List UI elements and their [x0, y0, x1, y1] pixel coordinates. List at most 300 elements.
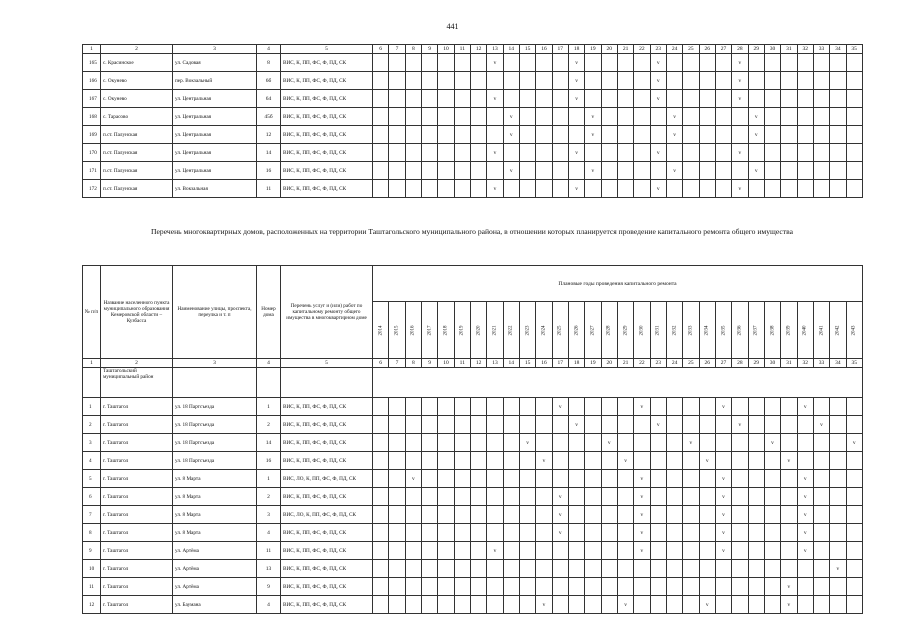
- year-cell: [846, 144, 862, 162]
- planned-mark: v: [650, 144, 666, 162]
- year-cell: [846, 54, 862, 72]
- table-row: [83, 506, 863, 524]
- year-cell: [846, 416, 862, 434]
- planned-mark: v: [715, 524, 731, 542]
- year-label: 2024: [541, 325, 547, 336]
- planned-mark: v: [503, 126, 519, 144]
- row-number: 9: [83, 542, 101, 560]
- year-cell: [797, 108, 813, 126]
- year-cell: [373, 470, 389, 488]
- year-cell: [389, 488, 405, 506]
- year-cell: [421, 144, 437, 162]
- planned-mark: v: [715, 470, 731, 488]
- year-cell: [389, 506, 405, 524]
- row-number: 11: [83, 578, 101, 596]
- year-header: [764, 302, 780, 359]
- year-cell: [781, 126, 797, 144]
- year-cell: [846, 560, 862, 578]
- street-name: ул. 8 Марта: [173, 524, 257, 542]
- year-cell: [764, 90, 780, 108]
- year-cell: [519, 398, 535, 416]
- year-cell: [601, 90, 617, 108]
- planned-mark: v: [601, 434, 617, 452]
- planned-mark: v: [634, 542, 650, 560]
- year-cell: [568, 488, 584, 506]
- year-cell: [617, 434, 633, 452]
- year-cell: [683, 162, 699, 180]
- year-cell: [487, 524, 503, 542]
- year-cell: [715, 90, 731, 108]
- year-cell: [830, 434, 846, 452]
- year-cell: [454, 398, 470, 416]
- year-cell: [666, 452, 682, 470]
- year-cell: [405, 108, 421, 126]
- settlement-name: г. Таштагол: [101, 434, 173, 452]
- year-cell: [715, 560, 731, 578]
- year-cell: [748, 524, 764, 542]
- year-cell: [732, 524, 748, 542]
- year-cell: [519, 488, 535, 506]
- year-cell: [813, 542, 829, 560]
- year-cell: [454, 524, 470, 542]
- street-name: ул. 18 Партсъезда: [173, 434, 257, 452]
- column-number: 13: [487, 359, 503, 368]
- column-number: 21: [617, 45, 633, 54]
- year-cell: [797, 90, 813, 108]
- year-cell: [764, 72, 780, 90]
- year-cell: [813, 162, 829, 180]
- year-label: 2043: [851, 325, 857, 336]
- table-row: [83, 452, 863, 470]
- year-cell: [830, 596, 846, 614]
- year-cell: [683, 126, 699, 144]
- year-cell: [389, 434, 405, 452]
- year-cell: [585, 416, 601, 434]
- year-cell: [666, 524, 682, 542]
- year-cell: [813, 506, 829, 524]
- planned-mark: v: [617, 452, 633, 470]
- year-cell: [601, 596, 617, 614]
- year-cell: [617, 416, 633, 434]
- year-cell: [830, 72, 846, 90]
- year-cell: [405, 434, 421, 452]
- planned-mark: v: [568, 180, 584, 198]
- column-number: 7: [389, 359, 405, 368]
- housing-table: [82, 265, 863, 614]
- year-cell: [421, 126, 437, 144]
- year-cell: [650, 398, 666, 416]
- year-cell: [536, 398, 552, 416]
- year-cell: [389, 416, 405, 434]
- year-cell: [813, 180, 829, 198]
- year-cell: [683, 578, 699, 596]
- planned-mark: v: [585, 162, 601, 180]
- services-list: ВИС, К, ПП, ФС, Ф, ПД, СК: [281, 416, 373, 434]
- year-cell: [536, 416, 552, 434]
- year-cell: [748, 180, 764, 198]
- empty-cell: [173, 368, 257, 398]
- planned-mark: v: [764, 434, 780, 452]
- year-cell: [487, 560, 503, 578]
- column-number: 35: [846, 45, 862, 54]
- year-cell: [634, 54, 650, 72]
- planned-mark: v: [568, 72, 584, 90]
- house-number: 11: [257, 180, 281, 198]
- settlement-name: с. Красинское: [101, 54, 173, 72]
- year-header: [454, 302, 470, 359]
- year-cell: [764, 108, 780, 126]
- year-cell: [683, 506, 699, 524]
- year-cell: [715, 144, 731, 162]
- column-number: 15: [519, 359, 535, 368]
- house-number: 11: [257, 542, 281, 560]
- year-cell: [585, 72, 601, 90]
- year-cell: [405, 596, 421, 614]
- street-name: ул. Артёма: [173, 542, 257, 560]
- year-cell: [405, 162, 421, 180]
- year-cell: [764, 180, 780, 198]
- year-cell: [699, 524, 715, 542]
- year-cell: [389, 54, 405, 72]
- street-name: ул. Центральная: [173, 126, 257, 144]
- year-cell: [389, 560, 405, 578]
- year-cell: [552, 434, 568, 452]
- planned-mark: v: [568, 90, 584, 108]
- year-cell: [764, 162, 780, 180]
- column-number: 3: [173, 45, 257, 54]
- planned-mark: v: [666, 126, 682, 144]
- year-cell: [683, 542, 699, 560]
- year-cell: [699, 72, 715, 90]
- column-number: 32: [797, 45, 813, 54]
- year-cell: [568, 126, 584, 144]
- year-cell: [666, 434, 682, 452]
- services-list: ВИС, К, ПП, ФС, Ф, ПД, СК: [281, 90, 373, 108]
- year-cell: [585, 180, 601, 198]
- year-header: [617, 302, 633, 359]
- year-cell: [813, 560, 829, 578]
- planned-mark: v: [552, 506, 568, 524]
- year-cell: [715, 126, 731, 144]
- year-cell: [748, 452, 764, 470]
- year-cell: [470, 180, 486, 198]
- planned-mark: v: [797, 542, 813, 560]
- planned-mark: v: [536, 452, 552, 470]
- column-number: 33: [813, 45, 829, 54]
- year-cell: [503, 578, 519, 596]
- year-header: [438, 302, 454, 359]
- street-name: ул. Баумана: [173, 596, 257, 614]
- year-cell: [601, 506, 617, 524]
- year-cell: [830, 452, 846, 470]
- year-header: [470, 302, 486, 359]
- table-row: [83, 596, 863, 614]
- year-cell: [487, 452, 503, 470]
- year-cell: [830, 524, 846, 542]
- year-cell: [732, 578, 748, 596]
- year-cell: [536, 90, 552, 108]
- year-cell: [421, 72, 437, 90]
- services-list: ВИС, К, ПП, ФС, Ф, ПД, СК: [281, 54, 373, 72]
- year-cell: [764, 596, 780, 614]
- year-cell: [830, 542, 846, 560]
- table-row: [83, 542, 863, 560]
- year-cell: [715, 434, 731, 452]
- planned-mark: v: [797, 470, 813, 488]
- settlement-name: г. Таштагол: [101, 398, 173, 416]
- year-cell: [781, 560, 797, 578]
- year-cell: [536, 180, 552, 198]
- year-label: 2029: [623, 325, 629, 336]
- house-number: 16: [257, 162, 281, 180]
- year-cell: [699, 542, 715, 560]
- column-number: 17: [552, 45, 568, 54]
- year-cell: [764, 524, 780, 542]
- planned-mark: v: [797, 524, 813, 542]
- year-cell: [519, 144, 535, 162]
- year-cell: [438, 434, 454, 452]
- table-row: [83, 434, 863, 452]
- planned-mark: v: [748, 162, 764, 180]
- year-cell: [781, 434, 797, 452]
- year-cell: [683, 72, 699, 90]
- column-number: 4: [257, 359, 281, 368]
- column-number: 9: [421, 45, 437, 54]
- planned-mark: v: [634, 470, 650, 488]
- year-cell: [781, 488, 797, 506]
- planned-mark: v: [487, 90, 503, 108]
- year-header: [389, 302, 405, 359]
- column-number-row: [83, 45, 863, 54]
- year-cell: [503, 180, 519, 198]
- year-cell: [421, 578, 437, 596]
- year-cell: [617, 578, 633, 596]
- year-cell: [568, 524, 584, 542]
- year-cell: [601, 542, 617, 560]
- column-number: 34: [830, 45, 846, 54]
- year-cell: [634, 578, 650, 596]
- year-cell: [373, 416, 389, 434]
- settlement-name: г. Таштагол: [101, 596, 173, 614]
- year-cell: [830, 506, 846, 524]
- year-cell: [813, 90, 829, 108]
- year-cell: [846, 470, 862, 488]
- column-number: 26: [699, 359, 715, 368]
- year-cell: [503, 434, 519, 452]
- planned-mark: v: [699, 452, 715, 470]
- year-cell: [470, 144, 486, 162]
- planned-mark: v: [732, 416, 748, 434]
- year-cell: [470, 398, 486, 416]
- year-cell: [715, 578, 731, 596]
- year-cell: [666, 180, 682, 198]
- year-label: 2019: [459, 325, 465, 336]
- year-cell: [536, 54, 552, 72]
- column-number: 22: [634, 45, 650, 54]
- planned-mark: v: [617, 596, 633, 614]
- year-cell: [748, 54, 764, 72]
- year-cell: [617, 180, 633, 198]
- year-cell: [617, 470, 633, 488]
- planned-mark: v: [487, 542, 503, 560]
- year-cell: [601, 578, 617, 596]
- table-row: [83, 72, 863, 90]
- year-header: [813, 302, 829, 359]
- column-number: 21: [617, 359, 633, 368]
- year-cell: [813, 452, 829, 470]
- year-label: 2035: [721, 325, 727, 336]
- year-label: 2027: [590, 325, 596, 336]
- year-cell: [389, 144, 405, 162]
- planned-mark: v: [666, 108, 682, 126]
- year-header: [683, 302, 699, 359]
- year-cell: [536, 488, 552, 506]
- year-cell: [585, 434, 601, 452]
- year-cell: [781, 108, 797, 126]
- year-cell: [438, 488, 454, 506]
- year-header: [715, 302, 731, 359]
- house-number: 16: [257, 452, 281, 470]
- year-cell: [634, 560, 650, 578]
- year-label: 2042: [835, 325, 841, 336]
- year-cell: [699, 560, 715, 578]
- header-street: Наименование улицы, проспекта, переулка и т. п: [173, 266, 257, 359]
- year-cell: [373, 72, 389, 90]
- year-cell: [519, 108, 535, 126]
- column-number: 23: [650, 45, 666, 54]
- year-cell: [405, 560, 421, 578]
- year-cell: [715, 416, 731, 434]
- year-cell: [764, 126, 780, 144]
- year-cell: [781, 144, 797, 162]
- row-number: 8: [83, 524, 101, 542]
- planned-mark: v: [568, 416, 584, 434]
- year-cell: [748, 560, 764, 578]
- planned-mark: v: [650, 416, 666, 434]
- column-number: 16: [536, 45, 552, 54]
- year-cell: [454, 180, 470, 198]
- year-cell: [503, 452, 519, 470]
- year-cell: [552, 452, 568, 470]
- column-number: 33: [813, 359, 829, 368]
- column-number: 31: [781, 359, 797, 368]
- year-cell: [389, 542, 405, 560]
- year-cell: [373, 398, 389, 416]
- row-number: 5: [83, 470, 101, 488]
- column-number-row: [83, 359, 863, 368]
- year-cell: [846, 488, 862, 506]
- column-number: 7: [389, 45, 405, 54]
- settlement-name: г. Таштагол: [101, 488, 173, 506]
- row-number: 4: [83, 452, 101, 470]
- year-cell: [552, 416, 568, 434]
- year-cell: [454, 126, 470, 144]
- column-number: 14: [503, 359, 519, 368]
- column-number: 35: [846, 359, 862, 368]
- year-cell: [585, 54, 601, 72]
- year-cell: [389, 596, 405, 614]
- house-number: 14: [257, 144, 281, 162]
- column-number: 19: [585, 359, 601, 368]
- year-cell: [470, 90, 486, 108]
- year-cell: [568, 434, 584, 452]
- planned-mark: v: [552, 524, 568, 542]
- year-cell: [830, 90, 846, 108]
- empty-cell: [281, 368, 373, 398]
- year-cell: [454, 560, 470, 578]
- year-cell: [732, 506, 748, 524]
- year-cell: [683, 90, 699, 108]
- year-cell: [601, 54, 617, 72]
- year-cell: [438, 578, 454, 596]
- year-cell: [830, 488, 846, 506]
- year-header: [503, 302, 519, 359]
- year-cell: [438, 452, 454, 470]
- planned-mark: v: [585, 108, 601, 126]
- year-cell: [666, 578, 682, 596]
- year-cell: [732, 488, 748, 506]
- section-label: Таштагольский муниципальный район: [101, 368, 173, 398]
- street-name: ул. 8 Марта: [173, 506, 257, 524]
- year-cell: [601, 126, 617, 144]
- year-cell: [683, 416, 699, 434]
- year-cell: [536, 108, 552, 126]
- year-cell: [519, 596, 535, 614]
- year-cell: [764, 488, 780, 506]
- year-cell: [732, 162, 748, 180]
- planned-mark: v: [405, 470, 421, 488]
- planned-mark: v: [503, 162, 519, 180]
- year-cell: [813, 126, 829, 144]
- year-cell: [715, 72, 731, 90]
- year-cell: [568, 542, 584, 560]
- year-cell: [487, 434, 503, 452]
- year-cell: [373, 162, 389, 180]
- year-cell: [699, 578, 715, 596]
- year-cell: [617, 162, 633, 180]
- row-number: 168: [83, 108, 101, 126]
- column-number: 20: [601, 359, 617, 368]
- year-cell: [470, 72, 486, 90]
- year-cell: [634, 162, 650, 180]
- planned-mark: v: [519, 434, 535, 452]
- year-cell: [487, 72, 503, 90]
- column-number: 13: [487, 45, 503, 54]
- year-cell: [536, 72, 552, 90]
- year-cell: [519, 542, 535, 560]
- year-cell: [732, 470, 748, 488]
- street-name: ул. 18 Партсъезда: [173, 452, 257, 470]
- year-cell: [797, 126, 813, 144]
- year-cell: [764, 470, 780, 488]
- year-label: 2032: [672, 325, 678, 336]
- year-cell: [503, 90, 519, 108]
- house-number: 9: [257, 578, 281, 596]
- year-cell: [454, 452, 470, 470]
- year-cell: [683, 560, 699, 578]
- year-cell: [797, 180, 813, 198]
- year-cell: [617, 54, 633, 72]
- year-cell: [715, 108, 731, 126]
- header-services: Перечень услуг и (или) работ по капитальному ремонту общего имущества в многоквартирном доме: [281, 266, 373, 359]
- year-cell: [764, 560, 780, 578]
- column-number: 23: [650, 359, 666, 368]
- year-cell: [389, 126, 405, 144]
- header-number: № п/п: [83, 266, 101, 359]
- table-row: [83, 578, 863, 596]
- column-number: 8: [405, 45, 421, 54]
- planned-mark: v: [748, 108, 764, 126]
